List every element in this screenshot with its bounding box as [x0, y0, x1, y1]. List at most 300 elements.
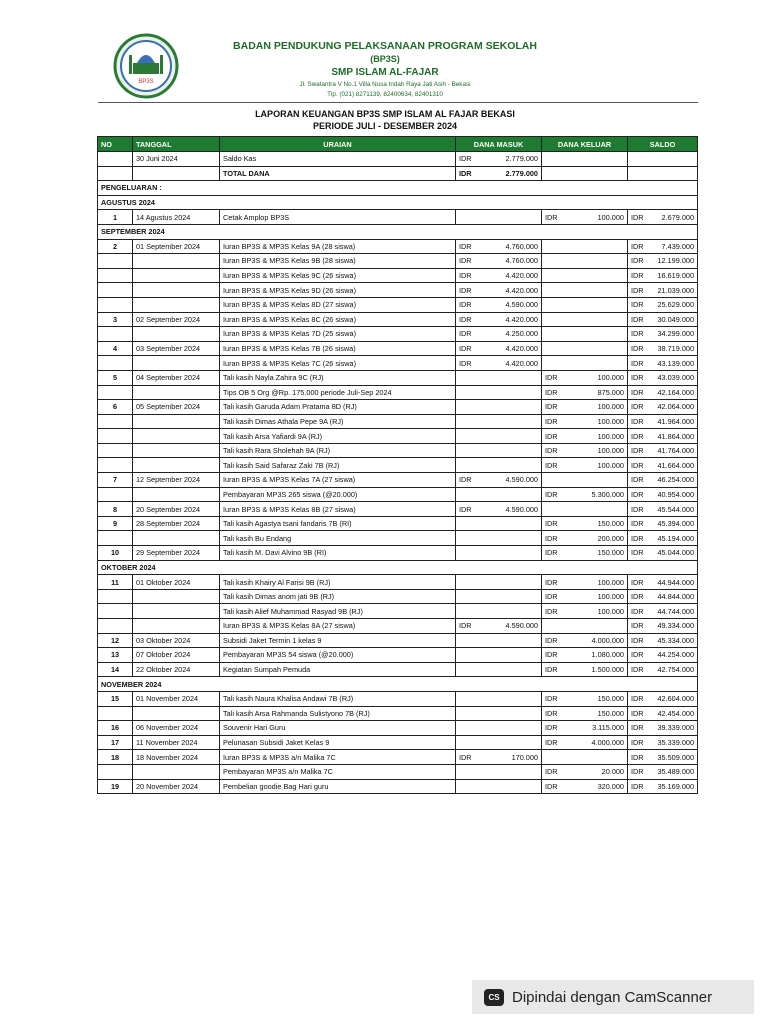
table-row [98, 268, 698, 283]
row-expense-currency: IDR [542, 735, 572, 750]
row-no [98, 589, 133, 604]
row-balance-currency: IDR [628, 487, 654, 502]
table-row [98, 779, 698, 794]
row-no: 15 [98, 691, 133, 706]
row-expense-amount: 150.000 [572, 546, 628, 561]
row-income-currency: IDR [456, 619, 486, 634]
row-no: 13 [98, 648, 133, 663]
row-balance-currency: IDR [628, 589, 654, 604]
table-row [98, 589, 698, 604]
row-expense-amount: 100.000 [572, 589, 628, 604]
row-date [133, 297, 220, 312]
row-description: Tali kasih Arsa Yafiardi 9A (RJ) [220, 429, 456, 444]
row-income-currency [456, 458, 486, 473]
row-date [133, 429, 220, 444]
row-expense-currency [542, 619, 572, 634]
row-expense-currency [542, 283, 572, 298]
row-income-currency [456, 414, 486, 429]
row-balance-currency: IDR [628, 648, 654, 663]
row-description: Cetak Amplop BP3S [220, 210, 456, 225]
row-no: 2 [98, 239, 133, 254]
row-expense-amount: 875.000 [572, 385, 628, 400]
row-balance-currency: IDR [628, 779, 654, 794]
row-balance-amount [654, 166, 698, 181]
row-balance-currency: IDR [628, 575, 654, 590]
row-income-amount [486, 443, 542, 458]
table-row [98, 414, 698, 429]
row-balance-currency: IDR [628, 516, 654, 531]
row-balance-currency: IDR [628, 341, 654, 356]
table-row [98, 487, 698, 502]
row-income-amount [486, 764, 542, 779]
row-date [133, 327, 220, 342]
row-balance-amount: 43.139.000 [654, 356, 698, 371]
row-balance-currency: IDR [628, 531, 654, 546]
table-row [98, 210, 698, 225]
row-description: Iuran BP3S & MP3S Kelas 8D (27 siswa) [220, 297, 456, 312]
row-balance-currency: IDR [628, 473, 654, 488]
row-expense-amount: 100.000 [572, 443, 628, 458]
row-income-currency [456, 429, 486, 444]
row-expense-currency [542, 312, 572, 327]
row-income-amount [486, 458, 542, 473]
row-balance-amount: 12.199.000 [654, 254, 698, 269]
row-no: 6 [98, 400, 133, 415]
table-row [98, 531, 698, 546]
row-expense-amount: 4.000.000 [572, 735, 628, 750]
row-income-amount [486, 385, 542, 400]
row-income-amount: 4.590.000 [486, 473, 542, 488]
row-description: Pembelian goodie Bag Hari guru [220, 779, 456, 794]
row-income-currency: IDR [456, 152, 486, 167]
row-balance-currency: IDR [628, 414, 654, 429]
row-expense-amount: 100.000 [572, 458, 628, 473]
row-income-amount [486, 516, 542, 531]
report-title: LAPORAN KEUANGAN BP3S SMP ISLAM AL FAJAR BEKASI [255, 109, 515, 119]
table-row [98, 604, 698, 619]
row-description: Saldo Kas [220, 152, 456, 167]
row-date: 05 September 2024 [133, 400, 220, 415]
row-description: Souvenir Hari Guru [220, 721, 456, 736]
row-description: Iuran BP3S & MP3S Kelas 8B (27 siswa) [220, 502, 456, 517]
org-name: BADAN PENDUKUNG PELAKSANAAN PROGRAM SEKOLAH [233, 40, 537, 52]
row-expense-currency: IDR [542, 516, 572, 531]
row-date: 07 Oktober 2024 [133, 648, 220, 663]
row-income-currency [456, 400, 486, 415]
row-description: Tali kasih Rara Sholehah 9A (RJ) [220, 443, 456, 458]
row-expense-amount: 100.000 [572, 429, 628, 444]
school-phone: Tlp. (021) 8271139, 82400634, 82401310 [327, 91, 443, 98]
table-row [98, 516, 698, 531]
row-expense-amount [572, 341, 628, 356]
section-label: SEPTEMBER 2024 [98, 224, 698, 239]
row-date [133, 268, 220, 283]
row-balance-amount: 45.044.000 [654, 546, 698, 561]
row-description: Tali kasih Said Safaraz Zaki 7B (RJ) [220, 458, 456, 473]
row-income-amount [486, 487, 542, 502]
row-expense-amount: 5.300.000 [572, 487, 628, 502]
ledger-table [97, 136, 698, 794]
row-income-amount [486, 575, 542, 590]
col-header-date: TANGGAL [133, 137, 220, 152]
row-expense-currency: IDR [542, 662, 572, 677]
row-income-currency [456, 604, 486, 619]
row-income-currency: IDR [456, 502, 486, 517]
row-income-amount [486, 691, 542, 706]
row-income-currency: IDR [456, 254, 486, 269]
row-income-currency [456, 721, 486, 736]
row-expense-amount [572, 312, 628, 327]
row-balance-amount: 16.619.000 [654, 268, 698, 283]
row-no [98, 283, 133, 298]
table-row [98, 648, 698, 663]
row-balance-amount [654, 152, 698, 167]
row-date [133, 254, 220, 269]
row-no: 3 [98, 312, 133, 327]
row-balance-amount: 41.964.000 [654, 414, 698, 429]
row-income-amount: 170.000 [486, 750, 542, 765]
row-no [98, 254, 133, 269]
row-balance-amount: 44.254.000 [654, 648, 698, 663]
row-expense-currency: IDR [542, 370, 572, 385]
row-balance-amount: 49.334.000 [654, 619, 698, 634]
row-balance-amount: 35.169.000 [654, 779, 698, 794]
row-balance-amount: 45.194.000 [654, 531, 698, 546]
section-row [98, 560, 698, 575]
row-balance-amount: 41.664.000 [654, 458, 698, 473]
row-expense-currency [542, 750, 572, 765]
row-date: 14 Agustus 2024 [133, 210, 220, 225]
row-expense-amount: 100.000 [572, 604, 628, 619]
row-balance-currency: IDR [628, 429, 654, 444]
row-date [133, 414, 220, 429]
row-balance-currency: IDR [628, 750, 654, 765]
row-expense-amount: 150.000 [572, 706, 628, 721]
row-balance-currency: IDR [628, 327, 654, 342]
row-date: 01 Oktober 2024 [133, 575, 220, 590]
row-description: Iuran BP3S & MP3S Kelas 8A (27 siswa) [220, 619, 456, 634]
row-balance-currency: IDR [628, 239, 654, 254]
camscanner-cs-icon: CS [484, 989, 504, 1006]
row-expense-currency: IDR [542, 531, 572, 546]
row-balance-amount: 44.844.000 [654, 589, 698, 604]
row-balance-amount: 42.454.000 [654, 706, 698, 721]
row-balance-amount: 39.339.000 [654, 721, 698, 736]
table-row [98, 662, 698, 677]
row-balance-currency: IDR [628, 458, 654, 473]
row-description: Tali kasih Alief Muhammad Rasyad 9B (RJ) [220, 604, 456, 619]
row-expense-currency [542, 166, 572, 181]
row-expense-currency: IDR [542, 589, 572, 604]
row-date: 20 September 2024 [133, 502, 220, 517]
row-expense-currency: IDR [542, 443, 572, 458]
row-expense-currency [542, 297, 572, 312]
row-expense-amount [572, 356, 628, 371]
col-header-balance: SALDO [628, 137, 698, 152]
row-expense-currency: IDR [542, 691, 572, 706]
table-row [98, 458, 698, 473]
row-balance-amount: 21.039.000 [654, 283, 698, 298]
row-date: 01 November 2024 [133, 691, 220, 706]
section-row [98, 195, 698, 210]
row-description: Tali kasih Dimas anom jati 9B (RJ) [220, 589, 456, 604]
row-date: 03 Oktober 2024 [133, 633, 220, 648]
row-no: 17 [98, 735, 133, 750]
row-income-amount [486, 779, 542, 794]
col-header-description: URAIAN [220, 137, 456, 152]
row-description: Kegiatan Sumpah Pemuda [220, 662, 456, 677]
row-expense-currency [542, 239, 572, 254]
row-balance-currency: IDR [628, 604, 654, 619]
row-date [133, 385, 220, 400]
row-expense-amount [572, 152, 628, 167]
table-row [98, 502, 698, 517]
row-description: Tali kasih Dimas Athala Pepe 9A (RJ) [220, 414, 456, 429]
row-balance-currency: IDR [628, 297, 654, 312]
table-row [98, 370, 698, 385]
row-expense-currency: IDR [542, 721, 572, 736]
row-expense-currency [542, 341, 572, 356]
row-expense-currency [542, 473, 572, 488]
row-balance-amount: 35.509.000 [654, 750, 698, 765]
row-expense-amount [572, 619, 628, 634]
row-balance-currency: IDR [628, 356, 654, 371]
row-income-amount: 4.590.000 [486, 619, 542, 634]
row-balance-currency: IDR [628, 619, 654, 634]
row-expense-amount: 1.080.000 [572, 648, 628, 663]
row-income-amount: 4.760.000 [486, 254, 542, 269]
row-balance-amount: 42.064.000 [654, 400, 698, 415]
row-no: 11 [98, 575, 133, 590]
row-expense-currency: IDR [542, 400, 572, 415]
row-income-amount [486, 400, 542, 415]
row-income-amount: 4.250.000 [486, 327, 542, 342]
row-expense-amount [572, 473, 628, 488]
row-balance-amount: 40.954.000 [654, 487, 698, 502]
row-income-amount [486, 735, 542, 750]
row-date: 20 November 2024 [133, 779, 220, 794]
row-income-amount [486, 370, 542, 385]
row-balance-currency: IDR [628, 268, 654, 283]
row-balance-currency: IDR [628, 283, 654, 298]
row-balance-currency [628, 166, 654, 181]
row-expense-amount: 100.000 [572, 210, 628, 225]
row-balance-currency: IDR [628, 721, 654, 736]
table-row [98, 473, 698, 488]
row-description: Iuran BP3S & MP3S Kelas 7B (26 siswa) [220, 341, 456, 356]
table-row [98, 327, 698, 342]
row-date: 28 September 2024 [133, 516, 220, 531]
row-income-amount [486, 210, 542, 225]
row-expense-amount [572, 166, 628, 181]
row-expense-currency [542, 268, 572, 283]
row-income-currency [456, 546, 486, 561]
row-date [133, 706, 220, 721]
row-balance-currency: IDR [628, 502, 654, 517]
table-row [98, 254, 698, 269]
row-income-amount: 2.779.000 [486, 152, 542, 167]
table-row [98, 691, 698, 706]
row-no [98, 429, 133, 444]
row-income-amount [486, 721, 542, 736]
row-description: Iuran BP3S & MP3S Kelas 9B (28 siswa) [220, 254, 456, 269]
row-description: Pembayaran MP3S 54 siswa (@20.000) [220, 648, 456, 663]
row-no: 4 [98, 341, 133, 356]
section-row [98, 677, 698, 692]
row-expense-currency: IDR [542, 546, 572, 561]
row-income-amount: 4.420.000 [486, 268, 542, 283]
row-income-amount [486, 546, 542, 561]
row-description: Tali kasih Agastya tsani fandaris 7B (RI) [220, 516, 456, 531]
row-description: Subsidi Jaket Termin 1 kelas 9 [220, 633, 456, 648]
row-date: 29 September 2024 [133, 546, 220, 561]
row-income-currency: IDR [456, 297, 486, 312]
row-description: Tips OB 5 Org @Rp. 175.000 periode Juli-Sep 2024 [220, 385, 456, 400]
row-balance-currency: IDR [628, 691, 654, 706]
row-balance-amount: 46.254.000 [654, 473, 698, 488]
row-balance-amount: 45.544.000 [654, 502, 698, 517]
row-balance-currency: IDR [628, 546, 654, 561]
row-income-currency [456, 691, 486, 706]
row-income-currency [456, 487, 486, 502]
row-description: Pembayaran MP3S 265 siswa (@20.000) [220, 487, 456, 502]
table-row [98, 341, 698, 356]
row-no [98, 531, 133, 546]
table-row [98, 619, 698, 634]
row-income-amount: 4.760.000 [486, 239, 542, 254]
row-expense-amount: 1.500.000 [572, 662, 628, 677]
row-no [98, 443, 133, 458]
row-no [98, 487, 133, 502]
row-balance-amount: 44.944.000 [654, 575, 698, 590]
section-label: PENGELUARAN : [98, 181, 698, 196]
row-income-currency: IDR [456, 356, 486, 371]
row-no: 1 [98, 210, 133, 225]
row-expense-amount: 100.000 [572, 370, 628, 385]
row-balance-amount: 25.629.000 [654, 297, 698, 312]
row-balance-amount: 43.039.000 [654, 370, 698, 385]
row-expense-currency [542, 327, 572, 342]
row-description: Pelunasan Subsidi Jaket Kelas 9 [220, 735, 456, 750]
row-no [98, 414, 133, 429]
row-income-amount: 4.420.000 [486, 312, 542, 327]
scanner-watermark [472, 980, 754, 1014]
row-date: 06 November 2024 [133, 721, 220, 736]
row-income-amount [486, 589, 542, 604]
ledger-body [98, 152, 698, 794]
row-expense-amount [572, 239, 628, 254]
section-row [98, 224, 698, 239]
row-date [133, 764, 220, 779]
row-description: Tali kasih Bu Endang [220, 531, 456, 546]
table-row [98, 385, 698, 400]
row-no: 10 [98, 546, 133, 561]
row-balance-currency [628, 152, 654, 167]
row-balance-currency: IDR [628, 385, 654, 400]
row-income-currency [456, 531, 486, 546]
table-row [98, 764, 698, 779]
row-balance-currency: IDR [628, 706, 654, 721]
row-date: 01 September 2024 [133, 239, 220, 254]
row-balance-amount: 7.439.000 [654, 239, 698, 254]
row-date [133, 589, 220, 604]
row-income-currency [456, 575, 486, 590]
row-description: Iuran BP3S & MP3S Kelas 9A (28 siswa) [220, 239, 456, 254]
row-no: 18 [98, 750, 133, 765]
row-description: Iuran BP3S & MP3S Kelas 9C (26 siswa) [220, 268, 456, 283]
row-no [98, 458, 133, 473]
row-balance-currency: IDR [628, 254, 654, 269]
row-date [133, 487, 220, 502]
row-balance-currency: IDR [628, 735, 654, 750]
row-income-amount: 4.590.000 [486, 297, 542, 312]
row-income-currency: IDR [456, 312, 486, 327]
row-income-currency [456, 210, 486, 225]
row-description: Iuran BP3S & MP3S Kelas 9D (26 siswa) [220, 283, 456, 298]
row-expense-currency: IDR [542, 458, 572, 473]
row-date [133, 604, 220, 619]
row-income-amount [486, 648, 542, 663]
row-balance-currency: IDR [628, 662, 654, 677]
logo-label: BP3S [138, 79, 154, 85]
row-expense-amount: 4.000.000 [572, 633, 628, 648]
row-income-amount: 2.779.000 [486, 166, 542, 181]
row-expense-amount [572, 254, 628, 269]
row-description: Iuran BP3S & MP3S a/n Malika 7C [220, 750, 456, 765]
row-no: 8 [98, 502, 133, 517]
row-balance-amount: 2.679.000 [654, 210, 698, 225]
row-expense-amount: 100.000 [572, 400, 628, 415]
row-description: Tali kasih M. Davi Alvino 9B (RI) [220, 546, 456, 561]
row-expense-amount: 150.000 [572, 691, 628, 706]
row-no: 5 [98, 370, 133, 385]
row-date: 22 Oktober 2024 [133, 662, 220, 677]
row-income-currency: IDR [456, 473, 486, 488]
row-expense-currency: IDR [542, 575, 572, 590]
row-balance-currency: IDR [628, 764, 654, 779]
row-expense-amount: 20.000 [572, 764, 628, 779]
row-income-amount [486, 531, 542, 546]
row-income-currency [456, 633, 486, 648]
row-description: Tali kasih Khairy Al Farisi 9B (RJ) [220, 575, 456, 590]
report-period: PERIODE JULI - DESEMBER 2024 [312, 121, 458, 131]
school-name: SMP ISLAM AL-FAJAR [331, 67, 439, 78]
row-balance-amount: 45.394.000 [654, 516, 698, 531]
row-expense-currency: IDR [542, 633, 572, 648]
row-no: 12 [98, 633, 133, 648]
row-income-amount: 4.420.000 [486, 356, 542, 371]
row-no [98, 356, 133, 371]
row-income-amount: 4.420.000 [486, 341, 542, 356]
table-row [98, 239, 698, 254]
row-income-currency: IDR [456, 283, 486, 298]
scanner-text: Dipindai dengan CamScanner [512, 988, 713, 1006]
row-balance-amount: 42.164.000 [654, 385, 698, 400]
row-date [133, 356, 220, 371]
table-row [98, 633, 698, 648]
row-income-currency [456, 443, 486, 458]
row-expense-amount: 320.000 [572, 779, 628, 794]
row-balance-amount: 35.489.000 [654, 764, 698, 779]
row-expense-amount: 150.000 [572, 516, 628, 531]
row-income-currency [456, 706, 486, 721]
table-row [98, 721, 698, 736]
section-label: NOVEMBER 2024 [98, 677, 698, 692]
table-row [98, 152, 698, 167]
row-income-currency: IDR [456, 341, 486, 356]
row-expense-amount [572, 327, 628, 342]
row-income-amount [486, 429, 542, 444]
